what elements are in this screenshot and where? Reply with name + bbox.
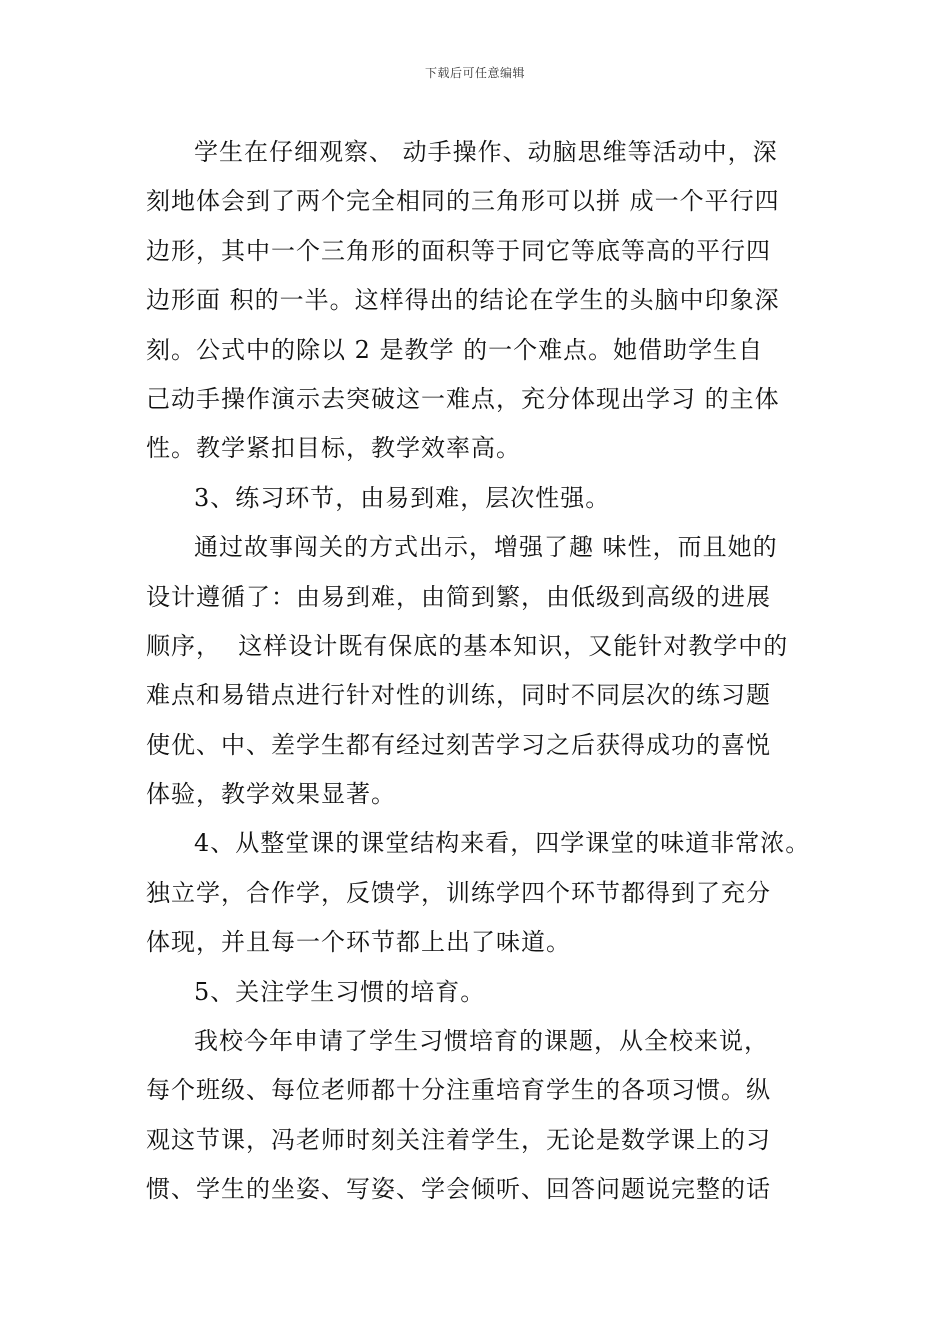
paragraph-line: 己动手操作演示去突破这一难点，充分体现出学习 的主体 — [146, 384, 780, 413]
paragraph-line: 边形，其中一个三角形的面积等于同它等底等高的平行四 — [146, 236, 771, 265]
paragraph-line: 独立学，合作学，反馈学，训练学四个环节都得到了充分 — [146, 878, 771, 907]
paragraph-line: 通过故事闯关的方式出示，增强了趣 味性，而且她的 — [194, 533, 778, 562]
paragraph-line: 难点和易错点进行针对性的训练，同时不同层次的练习题 — [146, 681, 771, 710]
paragraph-line: 4、从整堂课的课堂结构来看，四学课堂的味道非常浓。 — [194, 829, 811, 858]
section-heading: 5、关注学生习惯的培育。 — [194, 977, 486, 1006]
paragraph-line: 性。教学紧扣目标，教学效率高。 — [146, 434, 521, 463]
paragraph-line: 设计遵循了：由易到难，由简到繁，由低级到高级的进展 — [146, 582, 771, 611]
paragraph-line: 学生在仔细观察、 动手操作、动脑思维等活动中，深 — [194, 138, 778, 166]
paragraph-line: 观这节课，冯老师时刻关注着学生，无论是数学课上的习 — [146, 1125, 771, 1154]
paragraph-line: 使优、中、差学生都有经过刻苦学习之后获得成功的喜悦 — [146, 730, 771, 759]
section-heading: 3、练习环节，由易到难，层次性强。 — [194, 483, 611, 512]
paragraph-line: 刻。公式中的除以 2 是教学 的一个难点。她借助学生自 — [146, 335, 764, 364]
page-header: 下载后可任意编辑 — [424, 66, 525, 80]
paragraph-line: 体现，并且每一个环节都上出了味道。 — [146, 928, 571, 957]
paragraph-line: 我校今年申请了学生习惯培育的课题，从全校来说， — [194, 1027, 769, 1056]
paragraph-line: 顺序， 这样设计既有保底的基本知识，又能针对教学中的 — [146, 631, 789, 660]
paragraph-line: 惯、学生的坐姿、写姿、学会倾听、回答问题说完整的话 — [146, 1175, 771, 1204]
document-body — [146, 128, 816, 1215]
paragraph-line: 边形面 积的一半。这样得出的结论在学生的头脑中印象深 — [146, 286, 780, 315]
paragraph-line: 体验，教学效果显著。 — [146, 780, 396, 809]
paragraph-line: 每个班级、每位老师都十分注重培育学生的各项习惯。纵 — [146, 1076, 771, 1105]
paragraph-line: 刻地体会到了两个完全相同的三角形可以拼 成一个平行四 — [146, 187, 780, 216]
